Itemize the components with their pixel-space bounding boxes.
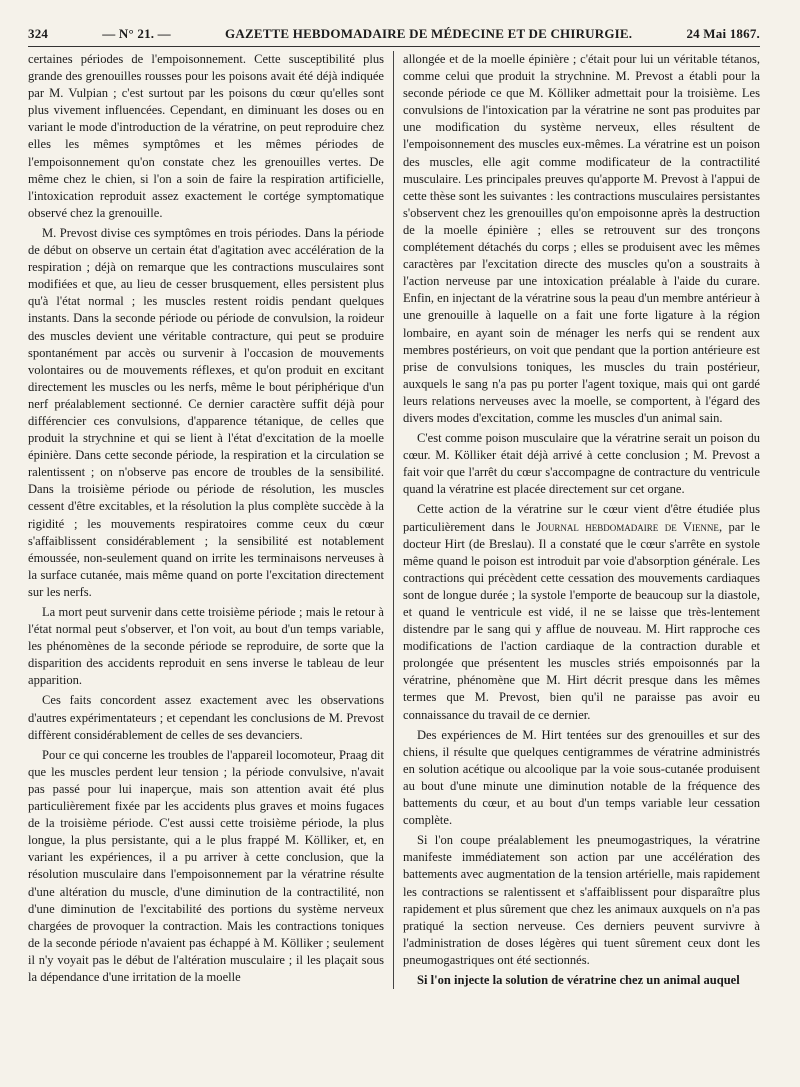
right-column [393, 51, 760, 989]
left-column [28, 51, 393, 989]
issue-date: 24 Mai 1867. [686, 26, 760, 41]
paragraph: Ces faits concordent assez exactement avec les observations d'autres expérimentateurs ; et cependant les conclusions de M. Prevost diffèrent considérablement de celles de ses devanciers. [28, 693, 384, 742]
text-columns [28, 51, 760, 989]
paragraph: M. Prevost divise ces symptômes en trois périodes. Dans la période de début on observe un certain état d'agitation avec accélération de la respiration ; déjà on remarque que les contractions musculaires sont modifiées et que, au lieu de cesser brusquement, elles persistent plus qu'à l'état normal ; les muscles restent roidis pendant quelques instants. Dans la seconde période ou période de convulsion, la roideur des muscles devient une véritable contracture, qui peut se produire spontanément par accès ou survenir à l'occasion de mouvements volontaires ou de mouvements réflexes, et qu'on produit en excitant directement les muscles ou les nerfs, même le bout périphérique d'un nerf préalablement sectionné. Ce dernier caractère suffit déjà pour différencier ces convulsions, d'apparence tétanique, de celles que produit la strychnine et qui se lient à l'état d'excitation de la moelle épinière. Dans cette seconde période, la respiration et la circulation se ralentissent ; on n'observe pas encore de troubles de la sensibilité. Dans la troisième période ou période de résolution, les muscles cessent d'être excitables, et la résolution la plus complète succède à la rigidité ; les mouvements respiratoires comme ceux du cœur s'affaiblissent considérablement ; la sensibilité est notablement émoussée, non-seulement quand on irrite les terminaisons nerveuses à la surface cutanée, mais même quand on porte l'excitation directement sur les nerfs. [28, 225, 384, 599]
page-header [28, 26, 760, 47]
paragraph-text: , par le docteur Hirt (de Breslau). Il a constaté que le cœur s'arrête en systole même quand le poison est introduit par voie d'absorption générale. Les contractions qui précèdent cette cessation des mouvements cardiaques sont de longue durée ; la systole l'emporte de beaucoup sur la diastole, et quand le ventricule est vidé, il ne se laisse que très-lentement distendre par le sang qui y afflue de nouveau. M. Hirt rapproche ces modifications de l'action cardiaque de la contraction durable et prolongée que présentent les muscles striés empoisonnés par la vératrine, phénomène que M. Hirt décrit presque dans les mêmes termes que M. Prevost, bien qu'il ne paraisse pas avoir eu connaissance du travail de ce dernier. [403, 519, 760, 722]
paragraph: Pour ce qui concerne les troubles de l'appareil locomoteur, Praag dit que les muscles perdent leur tension ; la période convulsive, n'avait pas passé pour lui inaperçue, mais son attention avait été plus particulièrement fixée par les accidents plus graves et moins fugaces de la troisième période. C'est aussi cette troisième période, la plus longue, la plus persistante, qui a le plus frappé M. Kölliker, et, en variant les expériences, il a pu arriver à cette conclusion, que la résolution musculaire dans l'empoisonnement par la vératrine résulte d'une altération du muscle, d'une diminution de la contractilité, non d'une diminution de l'excitabilité des portions du système nerveux chargées de provoquer la contraction. Mais les contractions toniques de la seconde période n'avaient pas échappé à M. Kölliker ; seulement il n'y voyait pas le début de l'altération musculaire ; il les plaçait sous la dépendance d'une irritation de la moelle [28, 747, 384, 984]
paragraph: Des expériences de M. Hirt tentées sur des grenouilles et sur des chiens, il résulte que quelques centigrammes de vératrine administrés en solution acétique ou alcoolique par la voie sous-cutanée produisent au bout d'une minute une diminution notable de la fréquence des battements du cœur, et au bout d'un temps variable leur cessation complète. [403, 727, 760, 828]
paragraph: Si l'on injecte la solution de vératrine chez un animal auquel [417, 972, 740, 987]
paragraph: allongée et de la moelle épinière ; c'était pour lui un véritable tétanos, comme celui que produit la strychnine. M. Prevost a établi pour la seconde période ce que M. Kölliker admettait pour la troisième. Les convulsions de l'intoxication par la vératrine ne sont pas produites par une modification du système nerveux, elles résultent de l'empoisonnement des muscles eux-mêmes. La vératrine est un poison des muscles, elle agit comme modificateur de la contractilité musculaire. Les principales preuves qu'apporte M. Prevost à l'appui de cette thèse sont les suivantes : les contractions musculaires persistantes s'observent chez les grenouilles qu'on empoisonne après la destruction de la moelle épinière ; elles se retrouvent sur des tronçons complétement détachés du corps ; elles se produisent avec les mêmes caractères par l'excitation directe des muscles qu'on a soustraits à l'action nerveuse par une intoxication préalable à l'aide du curare. Enfin, en injectant de la vératrine sous la peau d'un membre antérieur à une grenouille à laquelle on a fait une forte ligature à la région lombaire, en ayant soin de ménager les nerfs qui se rendent aux membres postérieurs, on voit que pendant que la portion antérieure est prise de convulsions toniques, les muscles du train postérieur, auxquels le sang n'a pas pu porter l'agent toxique, mais qui ont gardé leurs relations nerveuses avec la moelle, se comportent, à l'égard des divers modes d'excitation, comme les muscles d'un animal sain. [403, 52, 760, 425]
paragraph: Si l'on coupe préalablement les pneumogastriques, la vératrine manifeste immédiatement son action par une accélération des battements avec augmentation de la tension artérielle, mais rapidement les contractions se ralentissent et s'affaiblissent pour disparaître plus rapidement et plus sûrement que chez les animaux auxquels on n'a pas pratiqué la section nerveuse. Ces derniers peuvent survivre à l'administration de doses légères qui tuent sûrement ceux dont les pneumogastriques ont été sectionnés. [403, 833, 760, 967]
paragraph: certaines périodes de l'empoisonnement. Cette susceptibilité plus grande des grenouilles rousses pour les poisons avait été déjà indiquée par M. Vulpian ; c'est surtout par les poisons du cœur qu'elles sont plus vivement influencées. Cependant, en diminuant les doses ou en variant le mode d'introduction de la vératrine, on peut reproduire chez elles les mêmes symptômes et les mêmes périodes de l'empoisonnement qu'on constate chez les grenouilles vertes. De même chez le chien, si l'on a soin de faire la respiration artificielle, l'intoxication reproduit assez exactement le cortége symptomatique observé chez la grenouille. [28, 52, 384, 220]
paragraph: C'est comme poison musculaire que la vératrine serait un poison du cœur. M. Kölliker était déjà arrivé à cette conclusion ; M. Prevost a fait voir que l'arrêt du cœur s'accompagne de contracture du ventricule quand la vératrine est placée directement sur cet organe. [403, 431, 760, 497]
journal-reference: Journal hebdomadaire de Vienne [536, 519, 719, 534]
paragraph: La mort peut survenir dans cette troisième période ; mais le retour à l'état normal peut s'observer, et l'on voit, au bout d'un temps variable, les phénomènes de la seconde période se reproduire, de sorte que la disparition des accidents reproduit en sens inverse le tableau de leur apparition. [28, 605, 384, 688]
paragraph [403, 501, 760, 723]
page-number: 324 [28, 26, 49, 41]
paragraph-text: Cette action de la vératrine sur le cœur vient d'être étudiée plus particulièrement dans le [403, 502, 760, 534]
issue-number: — N° 21. — [102, 26, 171, 41]
journal-title: GAZETTE HEBDOMADAIRE DE MÉDECINE ET DE CHIRURGIE. [225, 26, 633, 41]
